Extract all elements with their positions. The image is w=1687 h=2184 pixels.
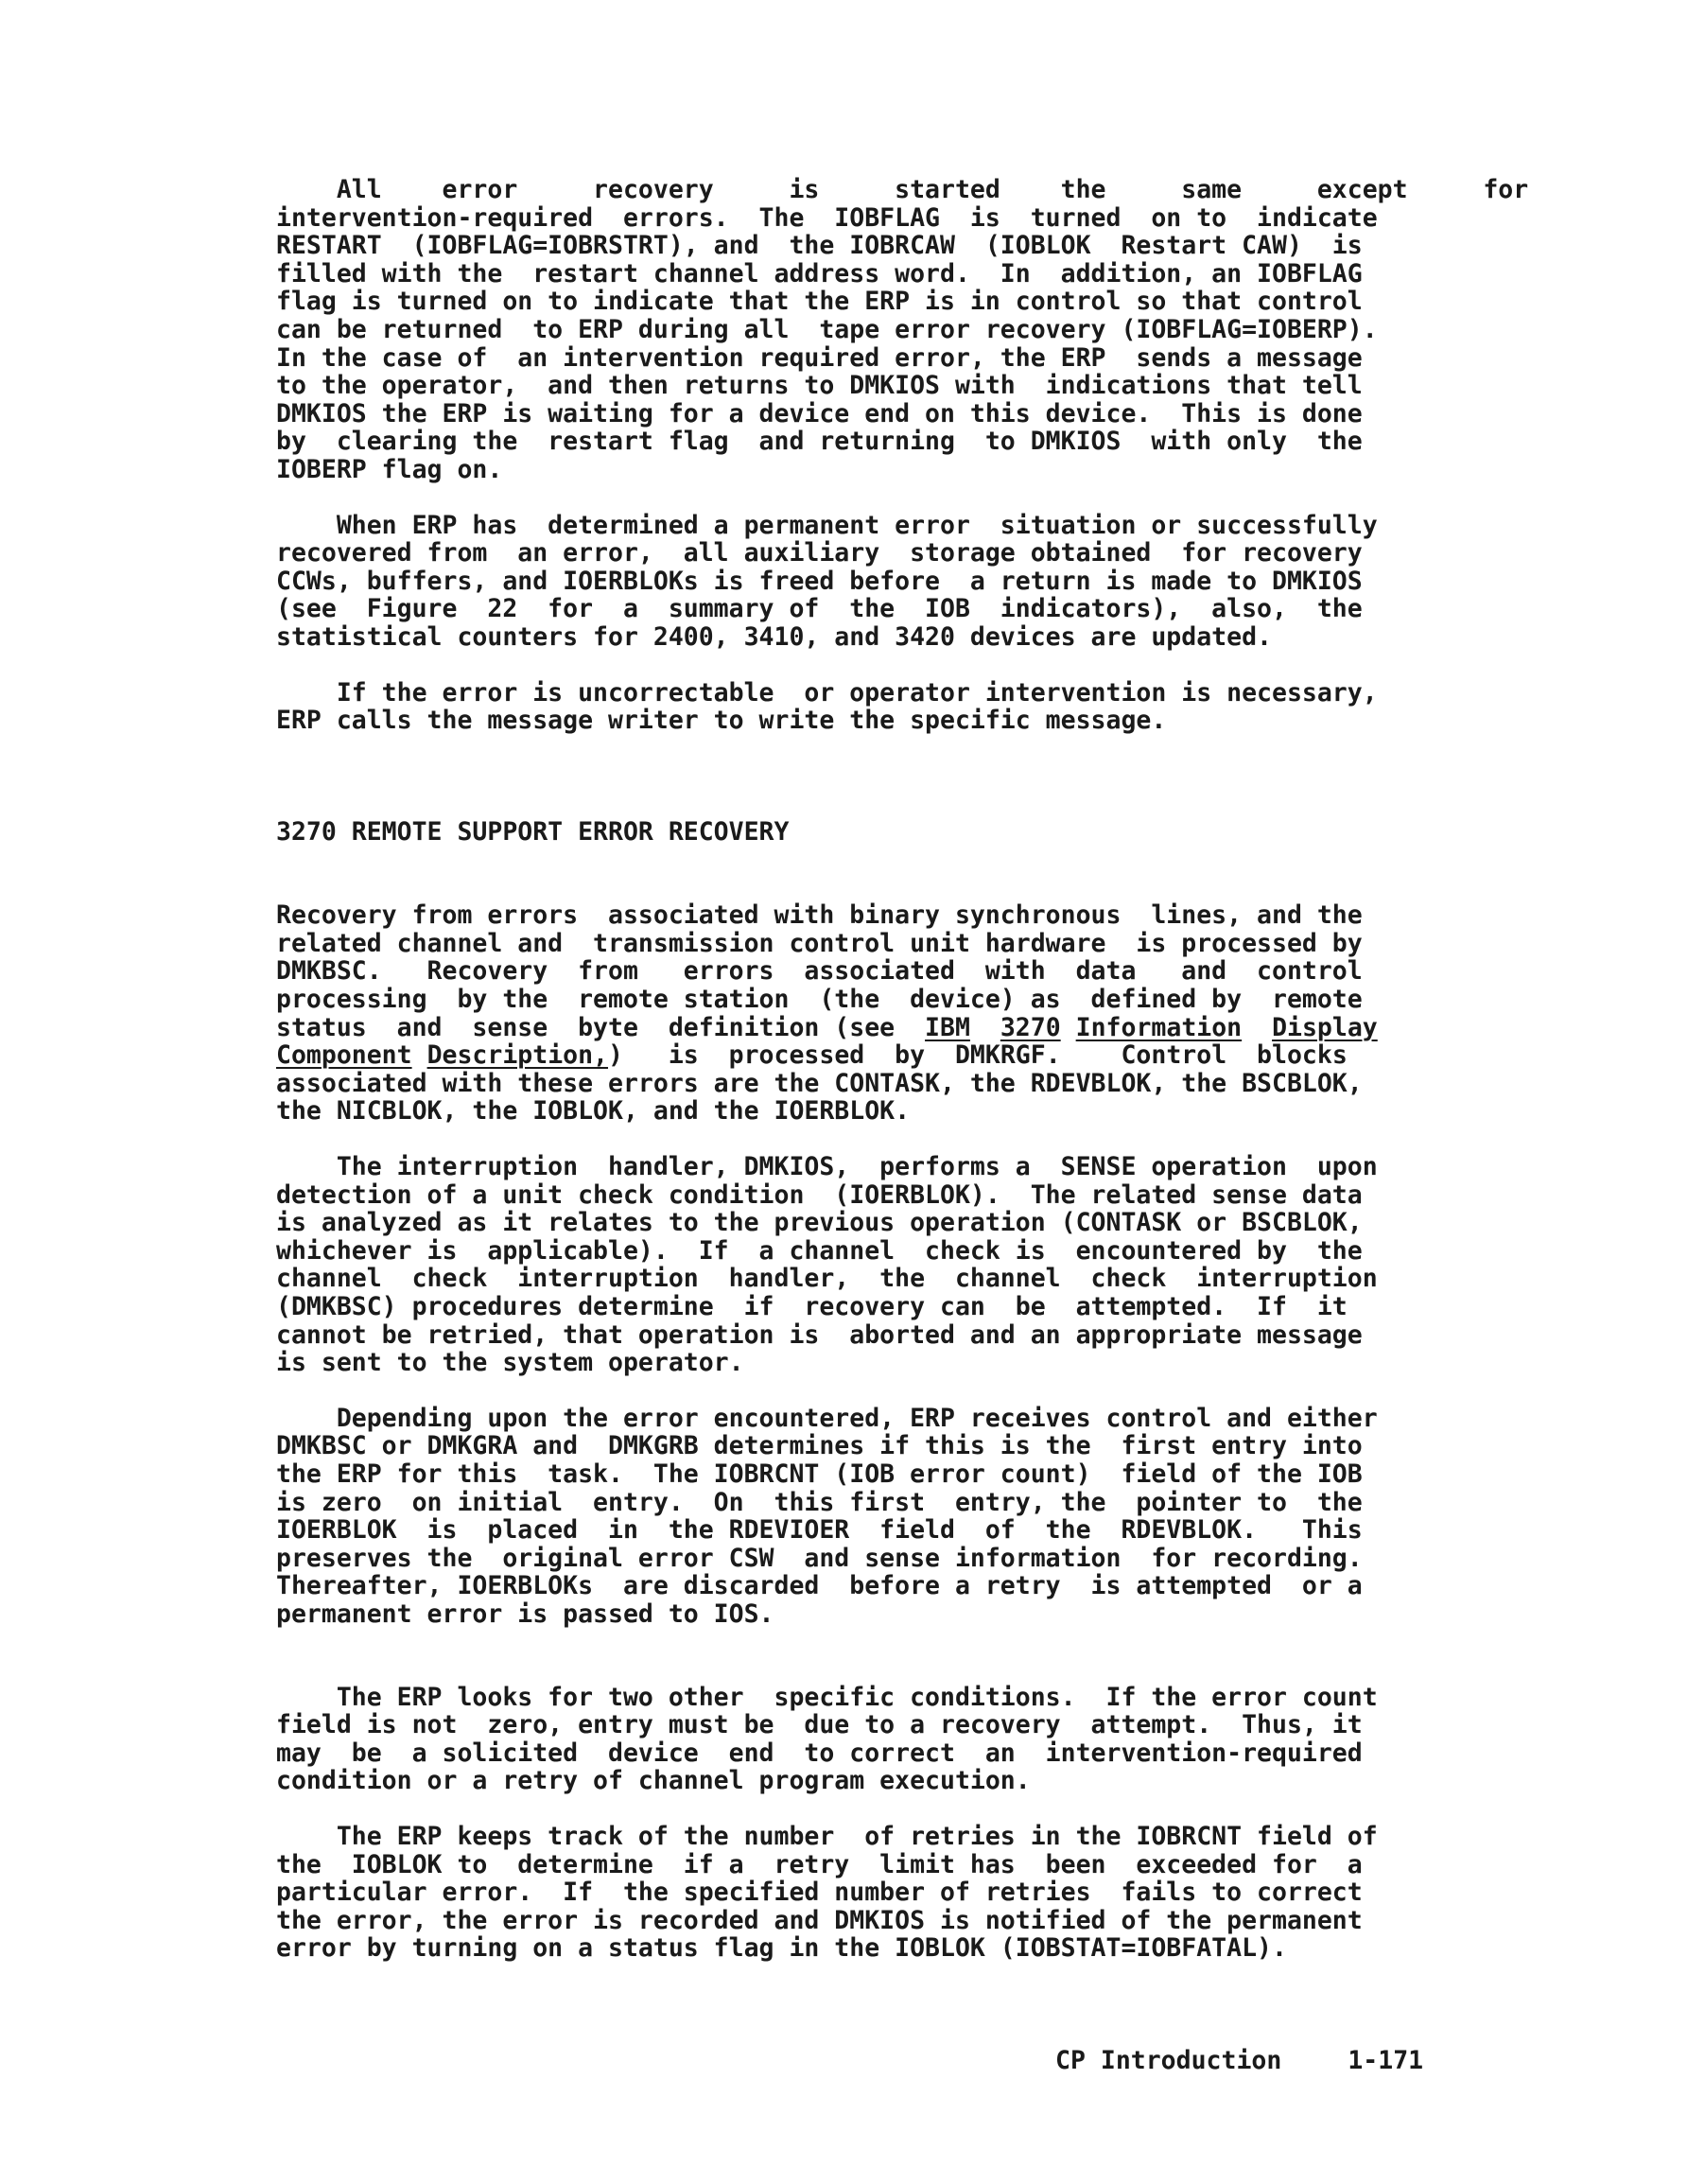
text-line: error by turning on a status flag in the IOBLOK (IOBSTAT=IOBFATAL). <box>276 1933 1287 1964</box>
text-line: Recovery from errors associated with binary synchronous lines, and the <box>276 900 1363 931</box>
text-line: (DMKBSC) procedures determine if recovery can be attempted. If it <box>276 1292 1348 1321</box>
text-line: In the case of an intervention required error, the ERP sends a message <box>276 342 1363 373</box>
text-line: can be returned to ERP during all tape error recovery (IOBFLAG=IOBERP). <box>276 314 1378 344</box>
manual-title-word: Description, <box>426 1040 609 1071</box>
text-line: is sent to the system operator. <box>276 1348 744 1378</box>
text-line: IOBERP flag on. <box>276 454 503 484</box>
paragraph-depending-upon-error <box>276 1405 1449 1629</box>
text-line: The ERP keeps track of the number of retries in the IOBRCNT field of <box>276 1821 1378 1851</box>
text-line: DMKIOS the ERP is waiting for a device end on this device. This is done <box>276 398 1363 428</box>
text-line: is analyzed as it relates to the previous operation (CONTASK or BSCBLOK, <box>276 1208 1363 1238</box>
manual-title-word: IBM <box>925 1012 970 1042</box>
text-line: The interruption handler, DMKIOS, performs a SENSE operation upon <box>276 1152 1378 1182</box>
text-line: related channel and transmission control unit hardware is processed by <box>276 928 1363 958</box>
text-line: If the error is uncorrectable or operator intervention is necessary, <box>276 677 1378 708</box>
text-line: preserves the original error CSW and sense information for recording. <box>276 1543 1363 1573</box>
paragraph-uncorrectable <box>276 679 1449 735</box>
paragraph-3270-recovery <box>276 901 1449 1126</box>
text-line: detection of a unit check condition (IOERBLOK). The related sense data <box>276 1179 1363 1210</box>
text-line: IOERBLOK is placed in the RDEVIOER field of the RDEVBLOK. This <box>276 1515 1363 1546</box>
text-line: the ERP for this task. The IOBRCNT (IOB error count) field of the IOB <box>276 1459 1363 1489</box>
text-line: is zero on initial entry. On this first entry, the pointer to the <box>276 1487 1363 1517</box>
body-text <box>276 175 1529 1964</box>
paragraph-specific-conditions <box>276 1684 1449 1795</box>
text-line: associated with these errors are the CONTASK, the RDEVBLOK, the BSCBLOK, <box>276 1068 1363 1098</box>
text-line: whichever is applicable). If a channel check is encountered by the <box>276 1235 1363 1266</box>
text-line: may be a solicited device end to correct an intervention-required <box>276 1738 1363 1768</box>
paragraph-error-recovery-start <box>276 175 1529 484</box>
text-fragment: ) is processed by DMKRGF. Control blocks <box>608 1040 1348 1071</box>
text-line: CCWs, buffers, and IOERBLOKs is freed before a return is made to DMKIOS <box>276 566 1363 596</box>
text-line <box>276 1014 1449 1042</box>
text-line: The ERP looks for two other specific conditions. If the error count <box>276 1682 1378 1712</box>
text-line: channel check interruption handler, the channel check interruption <box>276 1264 1378 1294</box>
paragraph-retry-tracking <box>276 1823 1449 1963</box>
text-line: statistical counters for 2400, 3410, and 3420 devices are updated. <box>276 621 1272 652</box>
text-line: field is not zero, entry must be due to a recovery attempt. Thus, it <box>276 1710 1363 1740</box>
text-line: Thereafter, IOERBLOKs are discarded before a retry is attempted or a <box>276 1571 1363 1601</box>
manual-title-word: Information <box>1075 1012 1243 1042</box>
text-line: to the operator, and then returns to DMKIOS with indications that tell <box>276 371 1363 401</box>
text-line: (see Figure 22 for a summary of the IOB indicators), also, the <box>276 594 1363 624</box>
text-line: Depending upon the error encountered, ERP receives control and either <box>276 1403 1378 1433</box>
text-line: the IOBLOK to determine if a retry limit has been exceeded for a <box>276 1849 1363 1879</box>
text-line: DMKBSC. Recovery from errors associated with data and control <box>276 956 1363 987</box>
text-line: When ERP has determined a permanent error situation or successfully <box>276 510 1378 540</box>
paragraph-permanent-error <box>276 512 1449 652</box>
text-line: filled with the restart channel address word. In addition, an IOBFLAG <box>276 258 1363 288</box>
text-line: condition or a retry of channel program execution. <box>276 1766 1031 1796</box>
text-line: intervention-required errors. The IOBFLAG is turned on to indicate <box>276 202 1378 233</box>
text-line: the NICBLOK, the IOBLOK, and the IOERBLOK. <box>276 1096 911 1127</box>
text-line: All error recovery is started the same except for <box>276 175 1529 204</box>
paragraph-interruption-handler <box>276 1153 1449 1377</box>
text-line: permanent error is passed to IOS. <box>276 1599 774 1629</box>
text-line: recovered from an error, all auxiliary storage obtained for recovery <box>276 538 1363 568</box>
text-line: RESTART (IOBFLAG=IOBRSTRT), and the IOBRCAW (IOBLOK Restart CAW) is <box>276 231 1363 261</box>
text-line: DMKBSC or DMKGRA and DMKGRB determines if this is the first entry into <box>276 1431 1363 1461</box>
text-line: ERP calls the message writer to write the specific message. <box>276 706 1167 736</box>
text-line: by clearing the restart flag and returning to DMKIOS with only the <box>276 427 1363 457</box>
footer-section-title: CP Introduction <box>1055 2046 1282 2075</box>
section-heading: 3270 REMOTE SUPPORT ERROR RECOVERY <box>276 816 790 847</box>
text-line: flag is turned on to indicate that the ERP is in control so that control <box>276 287 1363 317</box>
manual-title-word: Display <box>1272 1012 1378 1042</box>
text-line <box>276 1041 1449 1070</box>
text-line: processing by the remote station (the device) as defined by remote <box>276 985 1363 1015</box>
manual-title-word: Component <box>276 1040 412 1071</box>
text-line: cannot be retried, that operation is aborted and an appropriate message <box>276 1319 1363 1350</box>
text-line: particular error. If the specified number of retries fails to correct <box>276 1878 1363 1908</box>
text-fragment: status and sense byte definition (see <box>276 1012 926 1042</box>
manual-title-word: 3270 <box>1000 1012 1061 1042</box>
page-footer <box>1055 2047 1423 2075</box>
page-number: 1-171 <box>1348 2046 1424 2075</box>
text-line: the error, the error is recorded and DMKIOS is notified of the permanent <box>276 1905 1363 1935</box>
